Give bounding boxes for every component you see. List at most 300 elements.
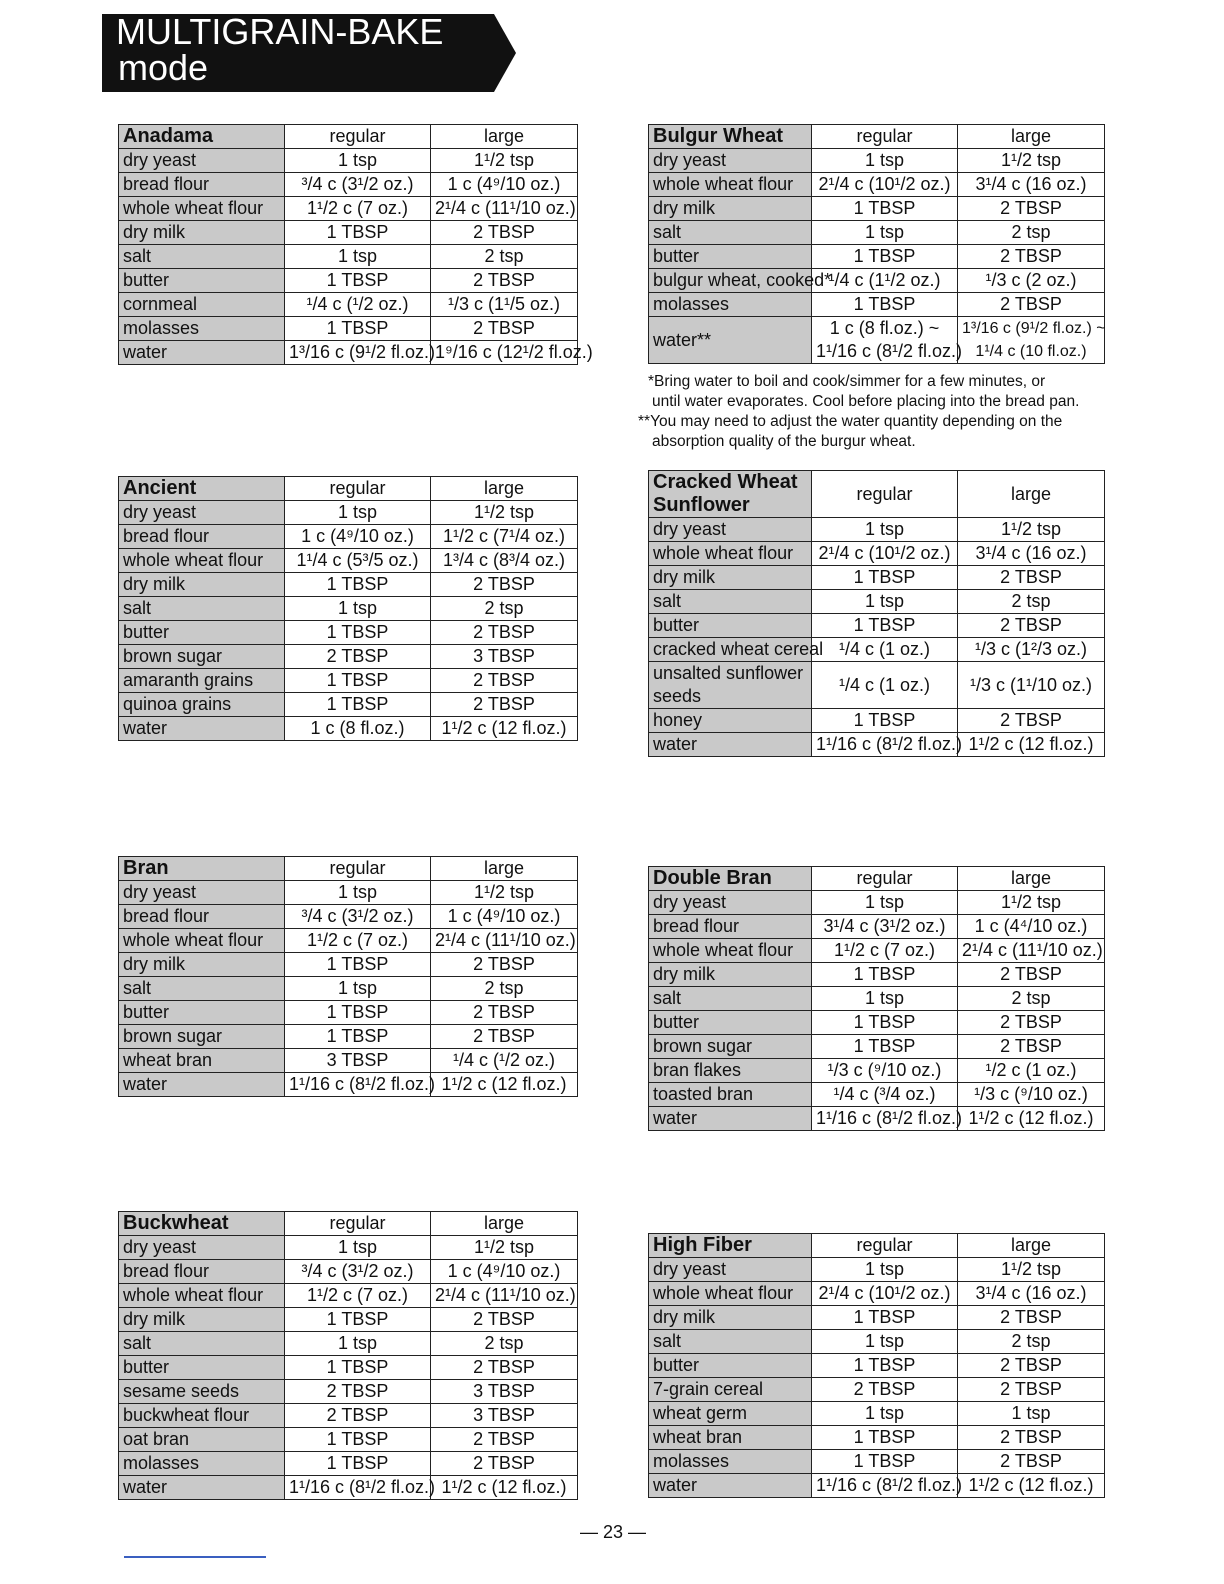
ingredient-row [119,1025,578,1049]
ingredient-row [119,501,578,525]
amount-large: 2 TBSP [431,1308,578,1332]
ingredient-row [119,317,578,341]
column-header-regular: regular [812,125,958,149]
amount-regular: 1 TBSP [285,693,431,717]
ingredient-name: dry milk [649,197,812,221]
amount-regular: ³/4 c (3¹/2 oz.) [285,905,431,929]
ingredient-row [119,245,578,269]
ingredient-row [649,1402,1105,1426]
ingredient-name: dry yeast [119,501,285,525]
ingredient-row [649,1107,1105,1131]
column-header-large: large [958,867,1105,891]
amount-line: 1 c (8 fl.oz.) ~ [829,318,940,338]
amount-regular: 1 TBSP [812,293,958,317]
ingredient-name: dry milk [119,953,285,977]
ingredient-row [119,1428,578,1452]
amount-regular: 1 TBSP [812,614,958,638]
ingredient-row [119,1476,578,1500]
amount-large: 2 TBSP [958,1378,1105,1402]
ingredient-name: butter [119,1356,285,1380]
amount-large: 1¹/2 tsp [431,501,578,525]
amount-regular: 1 tsp [812,518,958,542]
ingredient-name: wheat germ [649,1402,812,1426]
ingredient-name: whole wheat flour [119,197,285,221]
ingredient-name: dry milk [119,221,285,245]
ingredient-row [649,1450,1105,1474]
amount-large: 2 tsp [431,245,578,269]
ingredient-row [649,1059,1105,1083]
ingredient-row [119,1452,578,1476]
amount-regular: 1 tsp [285,501,431,525]
ingredient-name: salt [649,221,812,245]
ingredient-name: salt [119,597,285,621]
amount-large: 2 TBSP [958,709,1105,733]
amount-large: 1¹/2 tsp [431,1236,578,1260]
ingredient-name: dry yeast [649,891,812,915]
amount-regular: ¹/4 c (1¹/2 oz.) [812,269,958,293]
ingredient-name: dry yeast [649,1258,812,1282]
ingredient-row [649,614,1105,638]
ingredient-name: brown sugar [119,645,285,669]
ingredient-row [119,977,578,1001]
amount-large: 2¹/4 c (11¹/10 oz.) [431,197,578,221]
amount-large: 2 TBSP [431,221,578,245]
ingredient-name: butter [119,269,285,293]
amount-large: 2 TBSP [431,1452,578,1476]
ingredient-name: water [119,1476,285,1500]
amount-regular: 1 TBSP [285,1356,431,1380]
amount-regular: 1 TBSP [812,245,958,269]
amount-large: 1¹/2 c (7¹/4 oz.) [431,525,578,549]
amount-regular: 1 tsp [285,1332,431,1356]
amount-large: 3 TBSP [431,1404,578,1428]
recipe-title: Ancient [119,477,285,501]
amount-large: 1¹/2 c (12 fl.oz.) [431,1073,578,1097]
amount-regular: 1 TBSP [285,621,431,645]
ingredient-name: brown sugar [649,1035,812,1059]
ingredient-row [649,709,1105,733]
amount-large: 2¹/4 c (11¹/10 oz.) [431,1284,578,1308]
ingredient-name: molasses [119,317,285,341]
ingredient-row [649,1330,1105,1354]
amount-regular: ¹/3 c (⁹/10 oz.) [812,1059,958,1083]
ingredient-row [119,1049,578,1073]
amount-regular: 1 tsp [812,987,958,1011]
amount-large: 2 TBSP [431,1428,578,1452]
recipe-table-ancient [118,476,578,741]
ingredient-name: water** [649,317,812,364]
ingredient-row [119,1284,578,1308]
ingredient-name: bread flour [119,173,285,197]
ingredient-name: bulgur wheat, cooked* [649,269,812,293]
amount-large: 3¹/4 c (16 oz.) [958,542,1105,566]
ingredient-row [119,905,578,929]
amount-large: 2 TBSP [431,669,578,693]
amount-large: 2 TBSP [958,245,1105,269]
banner-arrow-shape [494,14,516,92]
amount-large: ¹/2 c (1 oz.) [958,1059,1105,1083]
ingredient-row [119,1380,578,1404]
recipe-title: Bulgur Wheat [649,125,812,149]
amount-large: ¹/3 c (1¹/10 oz.) [958,662,1105,709]
ingredient-name: cornmeal [119,293,285,317]
ingredient-row [649,1011,1105,1035]
ingredient-row [649,1083,1105,1107]
recipe-table-cracked-wheat-sunflower [648,470,1105,757]
amount-large: 2 TBSP [431,1025,578,1049]
amount-regular: 1 TBSP [812,1035,958,1059]
ingredient-name: salt [649,1330,812,1354]
amount-regular: 1¹/16 c (8¹/2 fl.oz.) [285,1073,431,1097]
amount-regular: 1 c (4⁹/10 oz.) [285,525,431,549]
ingredient-name: amaranth grains [119,669,285,693]
amount-regular: 1¹/2 c (7 oz.) [285,929,431,953]
amount-regular: 2 TBSP [812,1378,958,1402]
ingredient-name: butter [119,1001,285,1025]
amount-regular: 1¹/16 c (8¹/2 fl.oz.) [812,733,958,757]
amount-regular: 1 tsp [285,977,431,1001]
amount-regular: 1 TBSP [285,317,431,341]
ingredient-name: dry milk [119,573,285,597]
ingredient-name: molasses [649,293,812,317]
amount-regular: 1 TBSP [285,573,431,597]
amount-large: 1¹/2 tsp [958,149,1105,173]
ingredient-line: unsalted sunflower [653,663,804,683]
ingredient-name: bread flour [119,1260,285,1284]
amount-regular: 1 tsp [812,590,958,614]
ingredient-name: 7-grain cereal [649,1378,812,1402]
ingredient-name: water [649,1474,812,1498]
ingredient-name: molasses [649,1450,812,1474]
page-title: MULTIGRAIN-BAKE [116,11,444,52]
amount-regular: 2¹/4 c (10¹/2 oz.) [812,1282,958,1306]
ingredient-row [119,197,578,221]
amount-regular [812,317,963,364]
amount-regular: 1 TBSP [285,269,431,293]
ingredient-row [649,149,1105,173]
amount-large: 1¹/2 tsp [958,891,1105,915]
amount-large: 1 c (4⁹/10 oz.) [431,1260,578,1284]
amount-regular: ¹/4 c (1 oz.) [812,662,958,709]
ingredient-name: bread flour [119,905,285,929]
amount-large: 3¹/4 c (16 oz.) [958,1282,1105,1306]
amount-regular: 1¹/2 c (7 oz.) [285,197,431,221]
amount-large: 1 tsp [958,1402,1105,1426]
amount-large [958,317,1105,364]
amount-large: 2 TBSP [958,1450,1105,1474]
amount-regular: 2 TBSP [285,645,431,669]
amount-line: 1¹/16 c (8¹/2 fl.oz.) [816,341,963,361]
amount-large: 3 TBSP [431,645,578,669]
amount-large: 2 tsp [958,987,1105,1011]
amount-regular: 1 tsp [812,149,958,173]
amount-regular: 1³/16 c (9¹/2 fl.oz.) [285,341,431,365]
amount-large: 2¹/4 c (11¹/10 oz.) [958,939,1105,963]
ingredient-name: dry yeast [649,149,812,173]
ingredient-name: toasted bran [649,1083,812,1107]
ingredient-name: sesame seeds [119,1380,285,1404]
recipe-title: Buckwheat [119,1212,285,1236]
ingredient-name: honey [649,709,812,733]
ingredient-name: cracked wheat cereal [649,638,812,662]
amount-regular: 1 TBSP [812,1306,958,1330]
amount-regular: 1 tsp [812,1330,958,1354]
ingredient-row [649,269,1105,293]
ingredient-name: whole wheat flour [649,1282,812,1306]
ingredient-name: whole wheat flour [649,939,812,963]
column-header-regular: regular [285,1212,431,1236]
ingredient-row [119,1332,578,1356]
ingredient-row [119,573,578,597]
ingredient-row [649,293,1105,317]
column-header-regular: regular [285,125,431,149]
amount-large: 1¹/2 c (12 fl.oz.) [431,1476,578,1500]
ingredient-row [649,245,1105,269]
amount-regular: 2¹/4 c (10¹/2 oz.) [812,542,958,566]
amount-regular: 1 TBSP [812,709,958,733]
ingredient-row [649,518,1105,542]
column-header-large: large [958,125,1105,149]
amount-regular: 1 TBSP [285,1452,431,1476]
amount-large: ¹/4 c (¹/2 oz.) [431,1049,578,1073]
ingredient-row [119,149,578,173]
amount-large: 2 TBSP [431,317,578,341]
ingredient-name: salt [649,590,812,614]
amount-large: 2 tsp [958,590,1105,614]
amount-large: 1⁹/16 c (12¹/2 fl.oz.) [431,341,578,365]
amount-large: ¹/3 c (1²/3 oz.) [958,638,1105,662]
amount-large: 2 tsp [431,597,578,621]
amount-large: 2 tsp [958,1330,1105,1354]
amount-regular: 1 TBSP [285,1428,431,1452]
bottom-rule [124,1556,266,1558]
amount-regular: 1¹/16 c (8¹/2 fl.oz.) [812,1474,958,1498]
recipe-table-buckwheat [118,1211,578,1500]
amount-regular: 1 tsp [812,891,958,915]
amount-large: 2 TBSP [431,573,578,597]
column-header-large: large [958,1234,1105,1258]
ingredient-name: wheat bran [119,1049,285,1073]
ingredient-row [649,1282,1105,1306]
ingredient-row [649,915,1105,939]
ingredient-row [119,269,578,293]
amount-regular: 1 TBSP [812,1426,958,1450]
column-header-large: large [431,477,578,501]
amount-regular: 1 TBSP [812,1011,958,1035]
ingredient-name: butter [649,614,812,638]
ingredient-row [119,1404,578,1428]
amount-large: 2 TBSP [958,1354,1105,1378]
amount-regular: 1 TBSP [285,1025,431,1049]
amount-large: 2¹/4 c (11¹/10 oz.) [431,929,578,953]
ingredient-name: water [119,717,285,741]
amount-regular: 3 TBSP [285,1049,431,1073]
ingredient-row [649,566,1105,590]
footnote-line: absorption quality of the burgur wheat. [652,433,916,450]
amount-large: 3¹/4 c (16 oz.) [958,173,1105,197]
recipe-title: Anadama [119,125,285,149]
column-header-regular: regular [812,867,958,891]
footnote [638,372,1080,452]
amount-large: 1¹/2 c (12 fl.oz.) [958,1107,1105,1131]
ingredient-name: butter [649,1354,812,1378]
amount-large: 1 c (4⁹/10 oz.) [431,173,578,197]
ingredient-row [119,953,578,977]
column-header-regular: regular [285,477,431,501]
amount-regular: 1¹/16 c (8¹/2 fl.oz.) [812,1107,958,1131]
amount-regular: 1¹/4 c (5³/5 oz.) [285,549,431,573]
ingredient-row [649,542,1105,566]
column-header-regular: regular [812,471,958,518]
recipe-title [649,471,812,518]
amount-large: 1¹/2 c (12 fl.oz.) [958,1474,1105,1498]
amount-large: 3 TBSP [431,1380,578,1404]
ingredient-name: dry yeast [649,518,812,542]
column-header-regular: regular [812,1234,958,1258]
ingredient-name: dry milk [649,963,812,987]
amount-regular: 1 tsp [285,245,431,269]
amount-large: 2 tsp [958,221,1105,245]
title-line: Sunflower [653,494,750,516]
ingredient-row [119,549,578,573]
ingredient-row [649,638,1105,662]
ingredient-name [649,662,812,709]
amount-regular: 3¹/4 c (3¹/2 oz.) [812,915,958,939]
recipe-title: Bran [119,857,285,881]
amount-regular: ¹/4 c (¹/2 oz.) [285,293,431,317]
ingredient-name: dry milk [119,1308,285,1332]
ingredient-name: butter [119,621,285,645]
amount-large: 2 TBSP [958,566,1105,590]
ingredient-row [119,881,578,905]
amount-large: 2 TBSP [958,1306,1105,1330]
amount-large: 2 TBSP [431,953,578,977]
amount-large: 2 TBSP [431,1356,578,1380]
recipe-table-double-bran [648,866,1105,1131]
page-subtitle: mode [118,47,209,88]
ingredient-row [649,197,1105,221]
ingredient-name: water [649,1107,812,1131]
ingredient-name: salt [119,977,285,1001]
ingredient-name: water [119,1073,285,1097]
ingredient-row [649,939,1105,963]
ingredient-name: bread flour [649,915,812,939]
column-header-large: large [431,1212,578,1236]
page-number: — 23 — [580,1522,647,1542]
footnote-line: until water evaporates. Cool before placing into the bread pan. [652,393,1080,410]
amount-regular: 1 TBSP [285,953,431,977]
ingredient-row [649,221,1105,245]
ingredient-row [119,693,578,717]
amount-regular: 1 TBSP [285,669,431,693]
ingredient-name: butter [649,1011,812,1035]
ingredient-row [119,293,578,317]
amount-large: 2 TBSP [958,1011,1105,1035]
amount-regular: 1¹/2 c (7 oz.) [285,1284,431,1308]
recipe-table-bran [118,856,578,1097]
amount-large: ¹/3 c (2 oz.) [958,269,1105,293]
ingredient-name: dry yeast [119,881,285,905]
ingredient-name: dry yeast [119,149,285,173]
amount-large: 2 TBSP [958,614,1105,638]
amount-large: 1³/4 c (8³/4 oz.) [431,549,578,573]
amount-large: 2 TBSP [958,1035,1105,1059]
amount-large: 1¹/2 tsp [431,149,578,173]
amount-regular: 1¹/2 c (7 oz.) [812,939,958,963]
amount-regular: 2¹/4 c (10¹/2 oz.) [812,173,958,197]
ingredient-row [119,669,578,693]
recipe-title: High Fiber [649,1234,812,1258]
ingredient-name: bran flakes [649,1059,812,1083]
ingredient-name: buckwheat flour [119,1404,285,1428]
ingredient-name: salt [649,987,812,1011]
amount-large: 1 c (4⁹/10 oz.) [431,905,578,929]
amount-regular: ¹/4 c (³/4 oz.) [812,1083,958,1107]
amount-large: 2 TBSP [958,1426,1105,1450]
amount-large: 2 TBSP [958,197,1105,221]
ingredient-name: whole wheat flour [649,542,812,566]
column-header-regular: regular [285,857,431,881]
ingredient-name: brown sugar [119,1025,285,1049]
amount-large: 2 TBSP [431,1001,578,1025]
amount-large: 2 tsp [431,977,578,1001]
amount-regular: 1 TBSP [812,963,958,987]
ingredient-name: dry yeast [119,1236,285,1260]
ingredient-row [649,1258,1105,1282]
ingredient-name: whole wheat flour [119,549,285,573]
amount-regular: 1 tsp [812,1258,958,1282]
ingredient-name: bread flour [119,525,285,549]
amount-regular: 2 TBSP [285,1404,431,1428]
ingredient-name: molasses [119,1452,285,1476]
ingredient-name: oat bran [119,1428,285,1452]
amount-regular: 1 TBSP [812,197,958,221]
ingredient-row [119,929,578,953]
ingredient-name: quinoa grains [119,693,285,717]
ingredient-row [649,963,1105,987]
ingredient-row [649,173,1105,197]
ingredient-name: whole wheat flour [119,1284,285,1308]
ingredient-row [649,1474,1105,1498]
ingredient-row [649,1426,1105,1450]
amount-regular: 1 tsp [285,149,431,173]
amount-large: 2 TBSP [431,269,578,293]
ingredient-row [119,1308,578,1332]
amount-regular: 1 tsp [285,1236,431,1260]
ingredient-row [649,1035,1105,1059]
amount-regular: 1 TBSP [812,1450,958,1474]
ingredient-name: whole wheat flour [649,173,812,197]
ingredient-row [119,597,578,621]
amount-regular: 1 TBSP [285,221,431,245]
ingredient-row [119,717,578,741]
ingredient-name: water [119,341,285,365]
amount-regular: 1 tsp [812,1402,958,1426]
ingredient-row [649,1306,1105,1330]
amount-large: 1¹/2 c (12 fl.oz.) [958,733,1105,757]
ingredient-line: seeds [653,686,702,706]
ingredient-row [119,221,578,245]
amount-large: 2 TBSP [958,963,1105,987]
amount-regular: 1 TBSP [812,1354,958,1378]
ingredient-row [649,733,1105,757]
amount-large: 1¹/2 tsp [958,518,1105,542]
ingredient-row [119,621,578,645]
amount-large: 2 TBSP [958,293,1105,317]
ingredient-name: salt [119,1332,285,1356]
ingredient-name: wheat bran [649,1426,812,1450]
ingredient-row [649,1354,1105,1378]
